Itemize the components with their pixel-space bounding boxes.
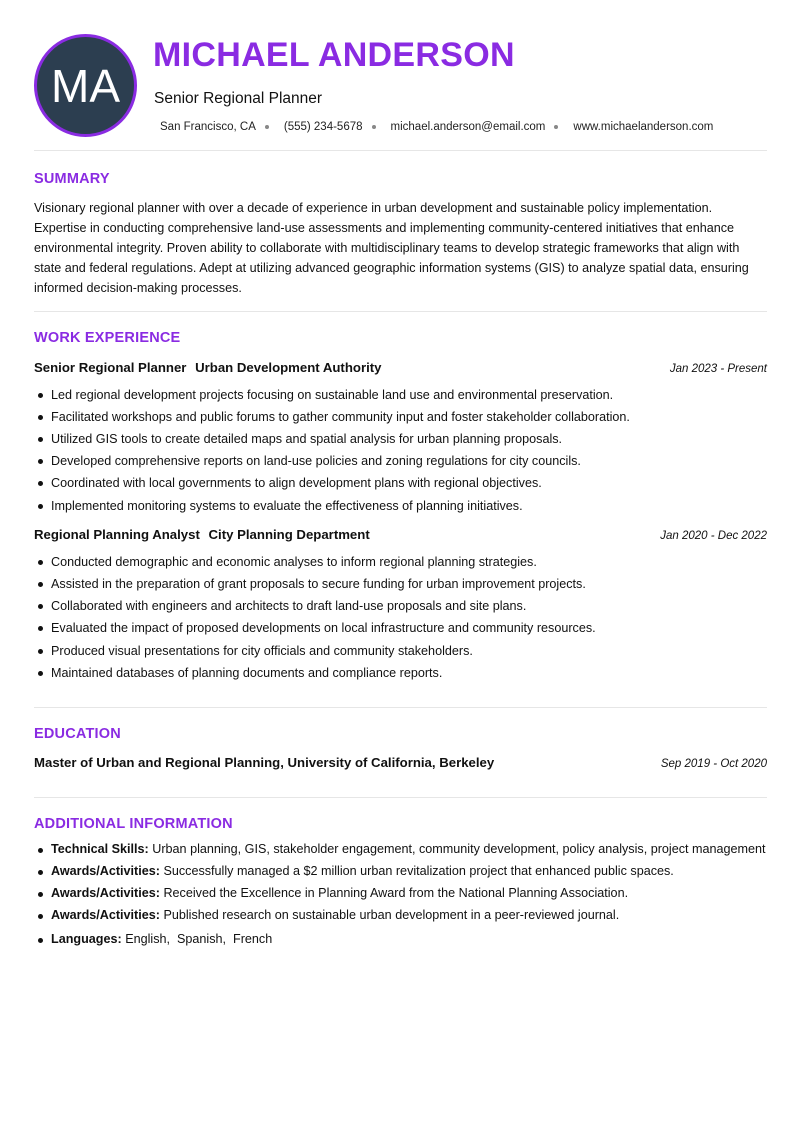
additional-item <box>34 905 767 925</box>
job-bullet: Maintained databases of planning documents and compliance reports. <box>34 662 767 684</box>
job-header <box>34 360 767 379</box>
candidate-title: Senior Regional Planner <box>154 90 323 107</box>
job-header <box>34 527 767 546</box>
section-title-summary: SUMMARY <box>34 171 110 187</box>
additional-bullets <box>34 839 767 950</box>
item-text: Successfully managed a $2 million urban revitalization project that enhanced public spaces. <box>163 863 674 878</box>
education-degree: Master of Urban and Regional Planning, University of California, Berkeley <box>34 754 495 770</box>
job-bullet: Conducted demographic and economic analyses to inform regional planning strategies. <box>34 551 767 573</box>
job-bullet: Developed comprehensive reports on land-use policies and zoning regulations for city councils. <box>34 450 767 472</box>
additional-item <box>34 883 767 903</box>
education-section <box>34 708 767 798</box>
job-bullet: Utilized GIS tools to create detailed maps and spatial analysis for urban planning proposals. <box>34 428 767 450</box>
job-role-line <box>34 527 370 542</box>
job-bullet: Led regional development projects focusing on sustainable land use and environmental preservation. <box>34 384 767 406</box>
avatar-initials: MA <box>51 59 120 112</box>
contact-email[interactable]: michael.anderson@email.com <box>390 121 546 133</box>
job-bullet: Collaborated with engineers and architects to draft land-use proposals and site plans. <box>34 595 767 617</box>
contact-phone[interactable]: (555) 234-5678 <box>283 121 363 133</box>
avatar <box>34 34 137 137</box>
dot-separator-icon <box>265 125 269 129</box>
work-experience-section <box>34 312 767 708</box>
dot-separator-icon <box>554 125 558 129</box>
item-text: English, Spanish, French <box>125 932 273 947</box>
education-dates: Sep 2019 - Oct 2020 <box>660 757 767 770</box>
resume-header <box>34 0 767 151</box>
job-entry <box>34 360 767 517</box>
job-bullets <box>34 384 767 517</box>
summary-section <box>34 151 767 312</box>
job-bullet: Coordinated with local governments to align development plans with regional objectives. <box>34 472 767 494</box>
job-bullet: Implemented monitoring systems to evaluate the effectiveness of planning initiatives. <box>34 495 767 517</box>
summary-text: Visionary regional planner with over a decade of experience in urban development and sustainable policy implementation. Expertise in conducting comprehensive land-use assessments and implementing community-centered initiatives that enhance environmental integrity. Proven ability to collaborate with multidisciplinary teams to develop strategic frameworks that align with state and federal regulations. Adept at utilizing advanced geographic information systems (GIS) to analyze spatial data, ensuring informed decision-making processes. <box>34 200 749 296</box>
additional-information-section <box>34 798 767 949</box>
section-title-additional-information: ADDITIONAL INFORMATION <box>34 816 233 832</box>
job-bullet: Assisted in the preparation of grant proposals to secure funding for urban improvement projects. <box>34 573 767 595</box>
education-entry <box>34 755 767 770</box>
section-title-work-experience: WORK EXPERIENCE <box>34 330 181 346</box>
item-label: Languages: <box>51 932 122 947</box>
job-company: Urban Development Authority <box>195 359 382 375</box>
item-label: Awards/Activities: <box>51 885 160 900</box>
contact-location: San Francisco, CA <box>160 121 256 133</box>
section-title-education: EDUCATION <box>34 726 121 742</box>
job-dates: Jan 2020 - Dec 2022 <box>660 529 767 542</box>
item-label: Awards/Activities: <box>51 863 160 878</box>
additional-item <box>34 861 767 881</box>
candidate-name: MICHAEL ANDERSON <box>153 36 515 74</box>
item-label: Awards/Activities: <box>51 908 160 923</box>
contact-website[interactable]: www.michaelanderson.com <box>573 121 714 133</box>
job-bullet: Produced visual presentations for city officials and community stakeholders. <box>34 640 767 662</box>
job-role: Senior Regional Planner <box>34 359 187 375</box>
job-entry <box>34 527 767 684</box>
job-bullets <box>34 551 767 684</box>
job-bullet: Facilitated workshops and public forums to gather community input and foster stakeholder collaboration. <box>34 406 767 428</box>
additional-item <box>34 929 767 949</box>
dot-separator-icon <box>372 125 376 129</box>
item-text: Published research on sustainable urban development in a peer-reviewed journal. <box>163 908 620 923</box>
contact-line <box>160 121 713 133</box>
item-text: Received the Excellence in Planning Award from the National Planning Association. <box>163 885 629 900</box>
job-role-line <box>34 360 381 375</box>
job-bullet: Evaluated the impact of proposed developments on local infrastructure and community resources. <box>34 617 767 639</box>
additional-item <box>34 839 767 859</box>
job-dates: Jan 2023 - Present <box>669 362 767 375</box>
job-company: City Planning Department <box>208 526 370 542</box>
item-label: Technical Skills: <box>51 841 149 856</box>
item-text: Urban planning, GIS, stakeholder engagement, community development, policy analysis, project management <box>152 841 766 856</box>
job-role: Regional Planning Analyst <box>34 526 200 542</box>
